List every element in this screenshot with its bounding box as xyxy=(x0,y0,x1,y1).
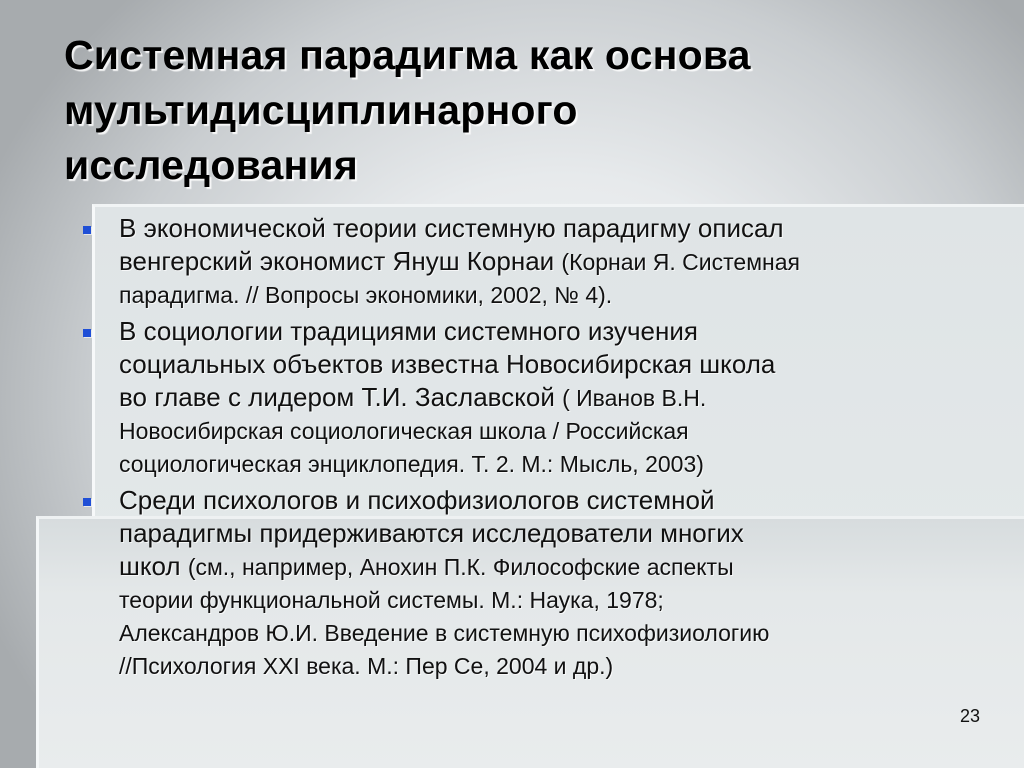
bullet-list xyxy=(78,214,978,688)
slide-title-line: Системная парадигма как основа xyxy=(64,32,751,78)
bullet-square-icon xyxy=(83,226,91,234)
bullet-line: теории функциональной системы. М.: Наука, 1978; xyxy=(119,587,664,613)
bullet-line: во главе с лидером Т.И. Заславской ( Иванов В.Н. xyxy=(119,382,707,412)
bullet-line: парадигмы придерживаются исследователи многих xyxy=(119,518,744,548)
bullet-line: Новосибирская социологическая школа / Российская xyxy=(119,418,689,444)
bullet-line: социологическая энциклопедия. Т. 2. М.: Мысль, 2003) xyxy=(119,451,704,477)
bullet-item-sociology xyxy=(78,317,978,482)
bullet-item-psychology xyxy=(78,486,978,684)
bullet-line: школ (см., например, Анохин П.К. Философские аспекты xyxy=(119,551,734,581)
bullet-line: венгерский экономист Януш Корнаи (Корнаи Я. Системная xyxy=(119,246,800,276)
bullet-item-economics xyxy=(78,214,978,313)
bullet-line: Среди психологов и психофизиологов системной xyxy=(119,485,715,515)
slide-title xyxy=(64,28,964,193)
bullet-line: В социологии традициями системного изучения xyxy=(119,316,698,346)
bullet-line: В экономической теории системную парадигму описал xyxy=(119,213,784,243)
bullet-line: парадигма. // Вопросы экономики, 2002, № 4). xyxy=(119,282,613,308)
bullet-line: //Психология XXI века. М.: Пер Се, 2004 и др.) xyxy=(119,653,614,679)
bullet-line: социальных объектов известна Новосибирская школа xyxy=(119,349,776,379)
bullet-square-icon xyxy=(83,498,91,506)
slide-title-line: мультидисциплинарного xyxy=(64,87,578,133)
bullet-square-icon xyxy=(83,329,91,337)
bullet-line: Александров Ю.И. Введение в системную психофизиологию xyxy=(119,620,770,646)
page-number: 23 xyxy=(959,706,980,726)
slide-title-line: исследования xyxy=(64,142,358,188)
